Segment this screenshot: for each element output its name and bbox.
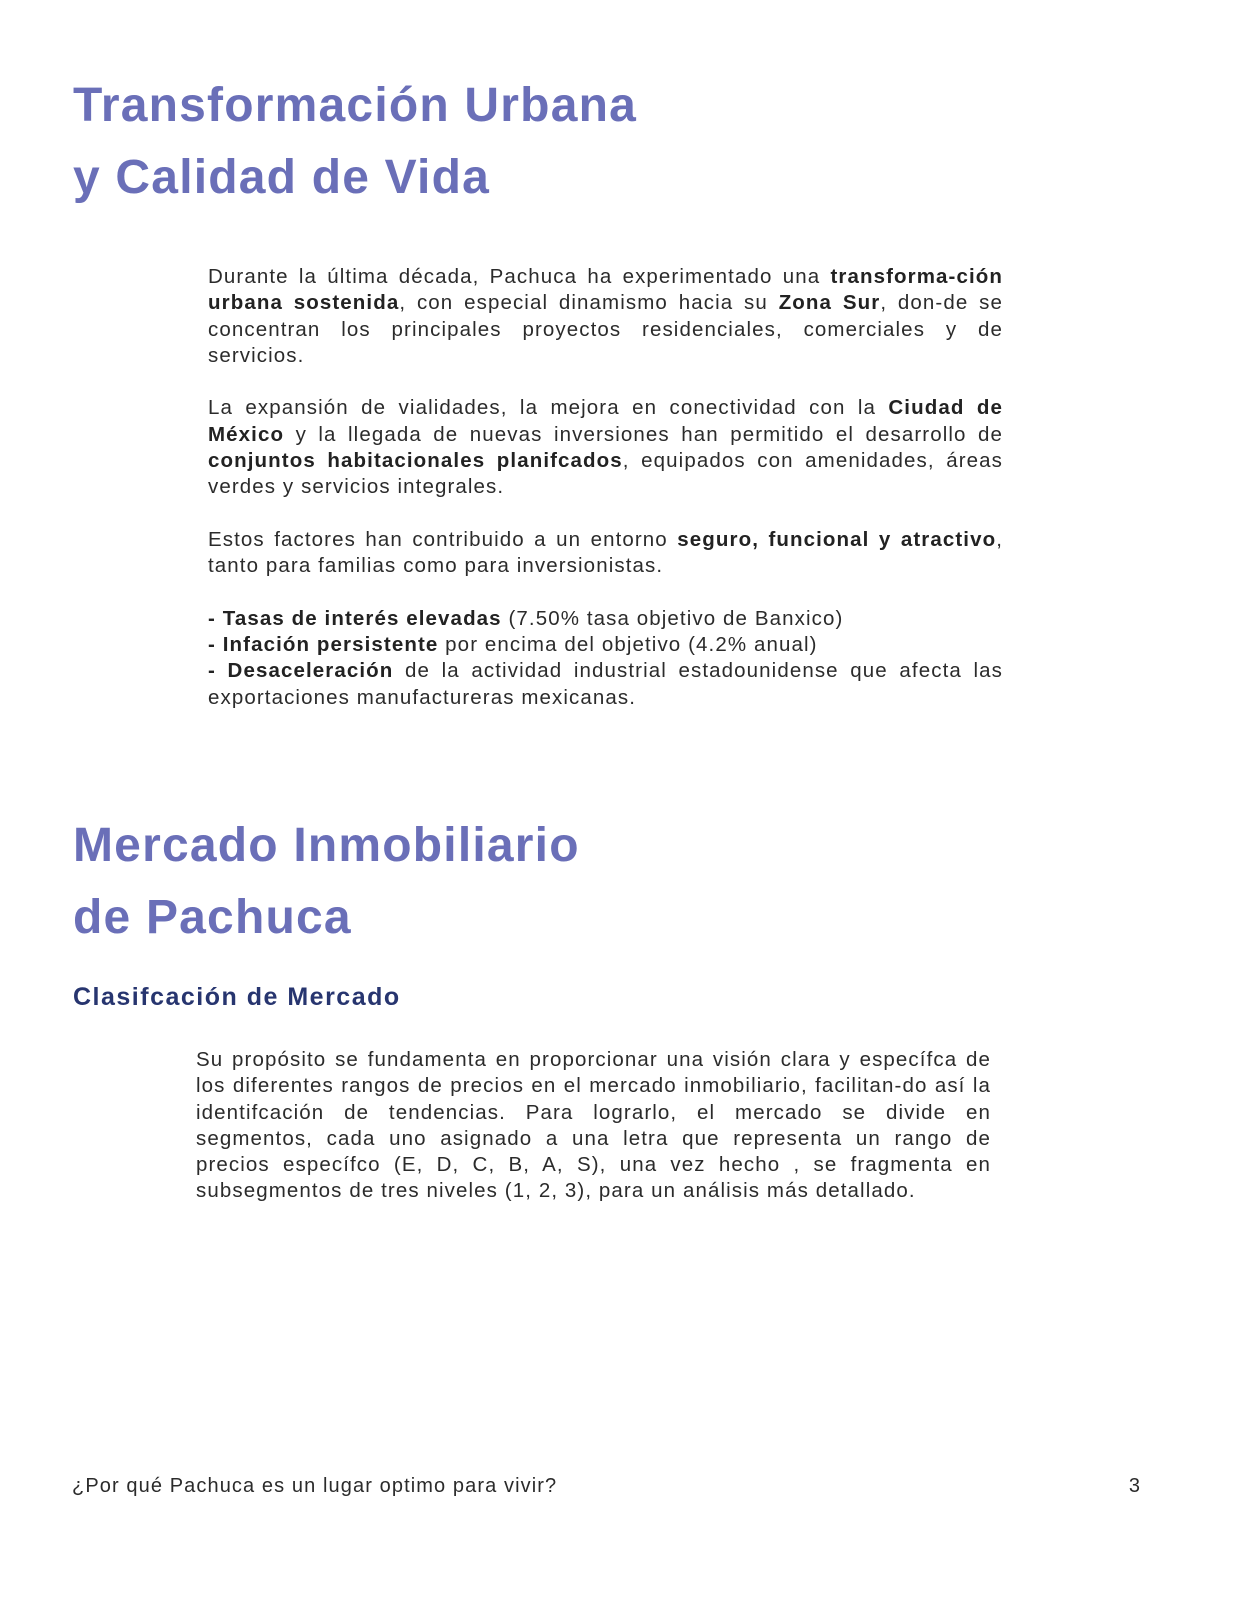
page-number: 3 [1128,1475,1140,1497]
section-title-line2: de Pachuca [73,891,352,944]
paragraph-text: , equipados con amenidades, áreas verdes y servicios integrales. [208,449,1003,499]
paragraph-text: y la llegada de nuevas inversiones han permitido el desarrollo de [284,422,1003,446]
bold-text: Ciudad de México [208,396,1003,446]
list-item-text: (7.50% tasa objetivo de Banxico) [501,606,844,630]
subsection-title: Clasifcación de Mercado [73,983,401,1011]
bold-text: transforma-ción urbana sostenida [208,265,1003,315]
list-item [208,632,1003,658]
bold-text: - Tasas de interés elevadas [208,606,502,630]
transformacion-body [208,264,1003,711]
bullet-list [208,606,1003,711]
paragraph-transformacion-1 [208,264,1003,369]
paragraph-text: , tanto para familias como para inversionistas. [208,527,1003,578]
bold-text: conjuntos habitacionales planifcados [208,449,623,473]
section-title-line1: Transformación Urbana [73,79,638,132]
bold-text: seguro, funcional y atractivo [677,527,997,551]
section-title-line2: y Calidad de Vida [73,151,490,204]
section-title-line1: Mercado Inmobiliario [73,819,580,872]
paragraph-text: La expansión de vialidades, la mejora en conectividad con la [208,396,889,420]
paragraph-text: Durante la última década, Pachuca ha experimentado una [208,265,831,288]
list-item [208,606,1003,632]
section-title-mercado [73,810,580,954]
list-item-text: de la actividad industrial estadounidense que afecta las exportaciones manufactureras mexicanas. [208,659,1003,709]
section-title-transformacion [73,70,637,214]
paragraph-mercado: Su propósito se fundamenta en proporcionar una visión clara y específca de los diferentes rangos de precios en el mercado inmobiliario, facilitan-do así la identifcación de tendencias. Para lograrlo, el mercado se divide en segmentos, cada uno asignado a una letra que representa un rango de precios específco (E, D, C, B, A, S), una vez hecho , se fragmenta en subsegmentos de tres niveles (1, 2, 3), para un análisis más detallado. [196,1048,991,1203]
paragraph-transformacion-2 [208,395,1003,500]
mercado-body [196,1047,991,1205]
footer-text: ¿Por qué Pachuca es un lugar optimo para vivir? [72,1475,558,1497]
bold-text: Zona Sur [778,291,881,315]
paragraph-transformacion-3 [208,527,1003,580]
list-item [208,658,1003,711]
paragraph-text: , con especial dinamismo hacia su [399,291,779,315]
paragraph-text: , don-de se concentran los principales proyectos residenciales, comerciales y de servicios. [208,291,1004,367]
bold-text: - Desaceleración [208,659,394,683]
paragraph-text: Estos factores han contribuido a un entorno [208,527,678,551]
list-item-text: por encima del objetivo (4.2% anual) [438,633,818,657]
bold-text: - Infación persistente [208,633,439,657]
